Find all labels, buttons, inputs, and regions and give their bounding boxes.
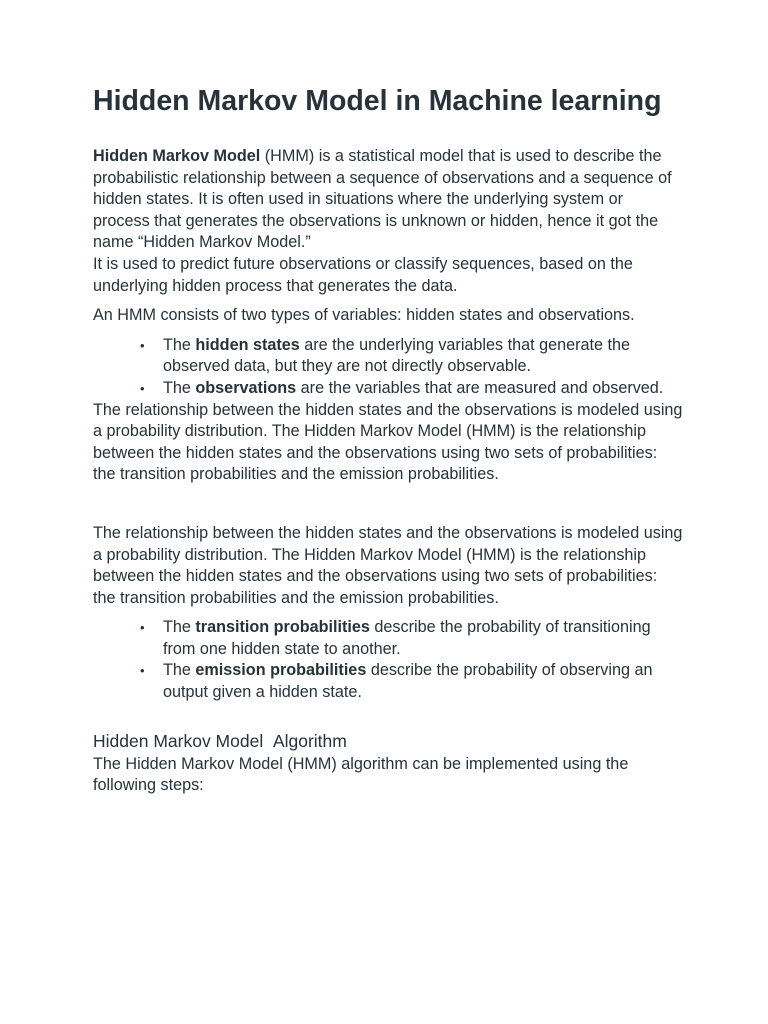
probabilities-list xyxy=(93,617,683,703)
intro-text-2: It is used to predict future observations or classify sequences, based on the underlying hidden process that generates the data. xyxy=(93,254,633,295)
intro-paragraph xyxy=(93,146,683,297)
page-title: Hidden Markov Model in Machine learning xyxy=(93,85,662,117)
relationship-paragraph-1: The relationship between the hidden states and the observations is modeled using a probability distribution. The Hidden Markov Model (HMM) is the relationship between the hidden states and the observations using two sets of probabilities: the transition probabilities and the emission probabilities. xyxy=(93,400,683,484)
list-item-prefix: The xyxy=(163,378,196,397)
list-item-text: are the underlying variables that generate the observed data, but they are not directly observable. xyxy=(163,335,631,376)
list-item xyxy=(163,335,683,378)
list-item-text: are the variables that are measured and observed. xyxy=(296,378,664,397)
list-item-prefix: The xyxy=(163,335,196,354)
list-item-text: describe the probability of transitioning from one hidden state to another. xyxy=(163,618,651,658)
list-item-text: describe the probability of observing an output given a hidden state. xyxy=(163,661,653,702)
list-item-prefix: The xyxy=(163,618,196,637)
list-item-term: observations xyxy=(195,378,297,397)
article xyxy=(93,84,683,797)
list-item xyxy=(163,660,683,703)
list-item-term: transition probabilities xyxy=(195,618,370,637)
intro-bold-term: Hidden Markov Model xyxy=(93,147,261,165)
variables-list xyxy=(93,335,683,400)
relationship-paragraph-2: The relationship between the hidden states and the observations is modeled using a probability distribution. The Hidden Markov Model (HMM) is the relationship between the hidden states and the observations using two sets of probabilities: the transition probabilities and the emission probabilities. xyxy=(93,523,683,607)
list-item xyxy=(163,378,683,400)
variables-intro: An HMM consists of two types of variables: hidden states and observations. xyxy=(93,306,635,325)
list-item-term: emission probabilities xyxy=(195,661,367,680)
list-item-term: hidden states xyxy=(195,335,300,354)
list-item-prefix: The xyxy=(163,661,196,680)
intro-text: (HMM) is a statistical model that is used to describe the probabilistic relationship between a sequence of observations and a sequence of hidden states. It is often used in situations where the underlying system or process that generates the observations is unknown or hidden, hence it got the name “Hidden Markov Model.” xyxy=(93,147,672,252)
algorithm-intro: The Hidden Markov Model (HMM) algorithm can be implemented using the following steps: xyxy=(93,754,629,795)
list-item xyxy=(163,617,683,660)
algorithm-heading: Hidden Markov Model Algorithm xyxy=(93,730,347,751)
